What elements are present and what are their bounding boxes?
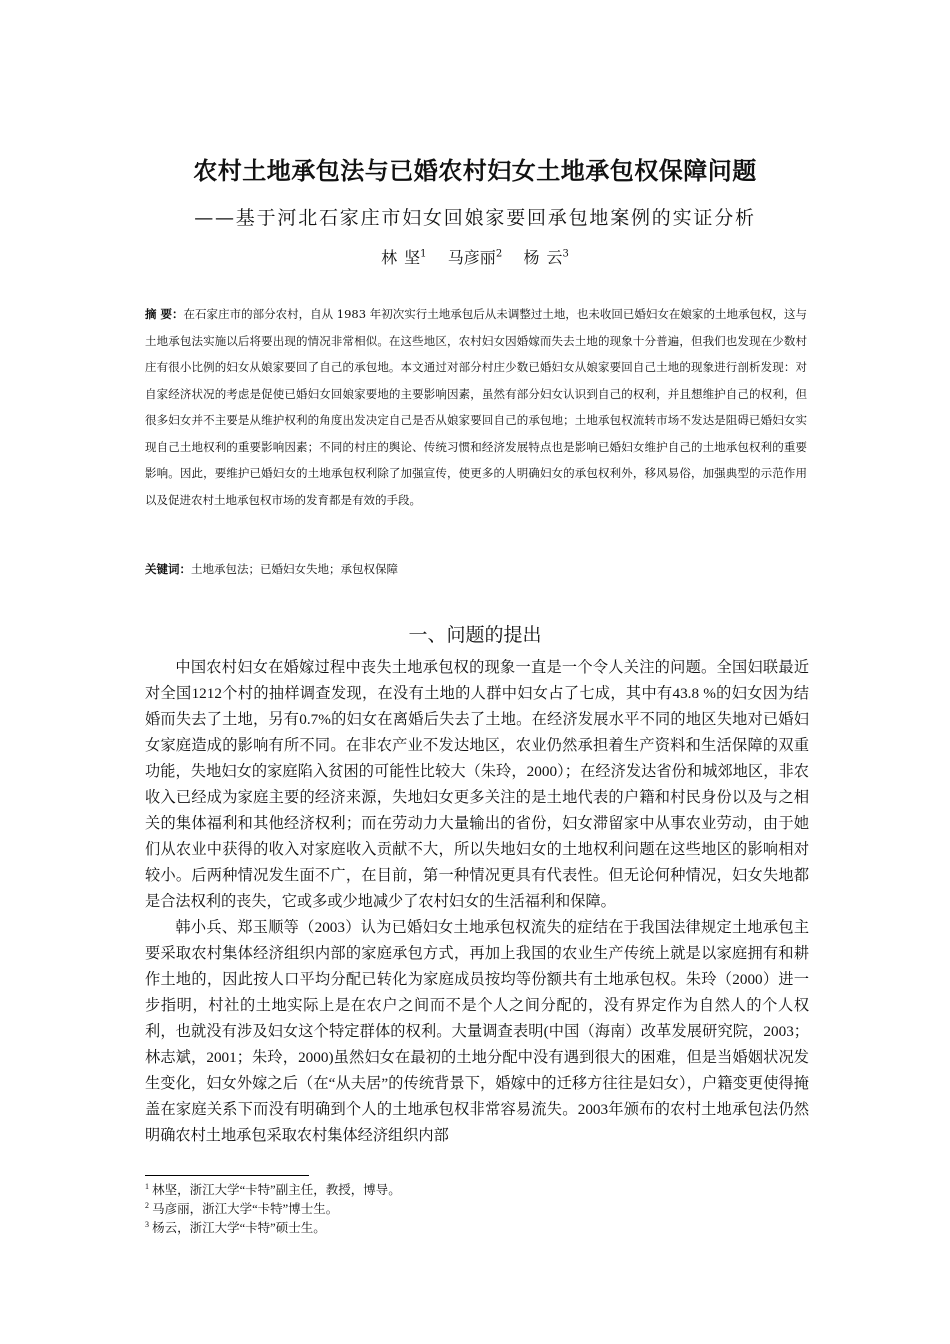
footnote-text: 杨云，浙江大学“卡特”硕士生。 xyxy=(149,1221,326,1236)
footnote-mark: 1 xyxy=(145,1182,149,1191)
author-name: 杨 云 xyxy=(523,248,563,267)
footnotes xyxy=(145,1179,645,1236)
footnote-text: 林坚，浙江大学“卡特”副主任，教授，博导。 xyxy=(149,1183,401,1198)
body-paragraph: 中国农村妇女在婚嫁过程中丧失土地承包权的现象一直是一个令人关注的问题。全国妇联最近对全国1212个村的抽样调查发现，在没有土地的人群中妇女占了七成，其中有43.8 %的妇女因为结婚而失去了土地，另有0.7%的妇女在离婚后失去了土地。在经济发展水平不同的地区失地对已婚妇女家庭造成的影响有所不同。在非农产业不发达地区，农业仍然承担着生产资料和生活保障的双重功能，失地妇女的家庭陷入贫困的可能性比较大（朱玲，2000）；在经济发达省份和城郊地区，非农收入已经成为家庭主要的经济来源，失地妇女更多关注的是土地代表的户籍和村民身份以及与之相关的集体福利和其他经济权利；而在劳动力大量输出的省份，妇女滞留家中从事农业劳动，由于她们从农业中获得的收入对家庭收入贡献不大，所以失地妇女的土地权利问题在这些地区的影响相对较小。后两种情况发生面不广，在目前，第一种情况更具有代表性。但无论何种情况，妇女失地都是合法权利的丧失，它或多或少地减少了农村妇女的生活福利和保障。 xyxy=(145,659,809,910)
author-name: 林 坚 xyxy=(381,248,421,267)
author-footnote-mark: 2 xyxy=(495,248,503,260)
footnote xyxy=(145,1217,645,1236)
abstract-text: 在石家庄市的部分农村，自从 1983 年初次实行土地承包后从未调整过土地，也未收回已婚妇女在娘家的土地承包权，这与土地承包法实施以后将要出现的情况非常相似。在这些地区，农村妇女因婚嫁而失去土地的现象十分普遍，但我们也发现在少数村庄有很小比例的妇女从娘家要回了自己的承包地。本文通过对部分村庄少数已婚妇女从娘家要回自己土地的现象进行剖析发现：对自家经济状况的考虑是促使已婚妇女回娘家要地的主要影响因素，虽然有部分妇女认识到自己的权利，并且想维护自己的权利，但很多妇女并不主要是从维护权利的角度出发决定自己是否从娘家要回自己的承包地；土地承包权流转市场不发达是阻碍已婚妇女实现自己土地权利的重要影响因素；不同的村庄的舆论、传统习惯和经济发展特点也是影响已婚妇女维护自己的土地承包权利的重要影响。因此，要维护已婚妇女的土地承包权利除了加强宣传，使更多的人明确妇女的承包权利外，移风易俗，加强典型的示范作用以及促进农村土地承包权市场的发育都是有效的手段。 xyxy=(145,307,807,507)
paper-subtitle: ——基于河北石家庄市妇女回娘家要回承包地案例的实证分析 xyxy=(194,207,756,229)
abstract xyxy=(145,301,807,513)
keywords xyxy=(145,559,807,579)
keywords-label: 关键词： xyxy=(145,562,191,576)
abstract-label: 摘 要： xyxy=(145,307,184,321)
footnote xyxy=(145,1198,645,1217)
body-text xyxy=(145,655,809,1149)
body-paragraph: 韩小兵、郑玉顺等（2003）认为已婚妇女土地承包权流失的症结在于我国法律规定土地承包主要采取农村集体经济组织内部的家庭承包方式，再加上我国的农业生产传统上就是以家庭拥有和耕作土地的，因此按人口平均分配已转化为家庭成员按均等份额共有土地承包权。朱玲（2000）进一步指明，村社的土地实际上是在农户之间而不是个人之间分配的，没有界定作为自然人的个人权利，也就没有涉及妇女这个特定群体的权利。大量调查表明(中国（海南）改革发展研究院，2003；林志斌，2001；朱玲，2000)虽然妇女在最初的土地分配中没有遇到很大的困难，但是当婚姻状况发生变化，妇女外嫁之后（在“从夫居”的传统背景下，婚嫁中的迁移方往往是妇女），户籍变更使得掩盖在家庭关系下而没有明确到个人的土地承包权非常容易流失。2003年颁布的农村土地承包法仍然明确农村土地承包采取农村集体经济组织内部 xyxy=(145,919,809,1144)
footnote-divider xyxy=(145,1175,309,1176)
author-name: 马彦丽 xyxy=(447,248,496,267)
footnote-text: 马彦丽，浙江大学“卡特”博士生。 xyxy=(149,1202,339,1217)
footnote-mark: 3 xyxy=(145,1220,149,1230)
author-footnote-mark: 1 xyxy=(420,248,427,260)
footnote-mark: 2 xyxy=(145,1201,149,1211)
keywords-text: 土地承包法；已婚妇女失地；承包权保障 xyxy=(191,562,398,576)
author-line xyxy=(0,245,950,268)
footnote xyxy=(145,1179,645,1198)
section-heading: 一、问题的提出 xyxy=(408,624,542,646)
author-footnote-mark: 3 xyxy=(562,248,569,260)
paper-title: 农村土地承包法与已婚农村妇女土地承包权保障问题 xyxy=(193,157,757,185)
